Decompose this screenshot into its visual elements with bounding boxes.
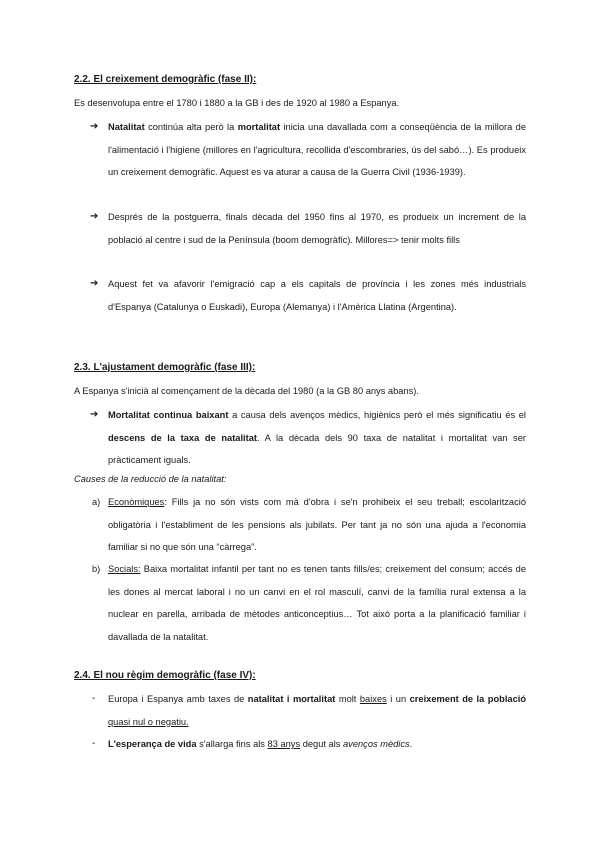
label-economiques: Econòmiques [108,497,165,507]
intro-2-2: Es desenvolupa entre el 1780 i 1880 a la GB i des de 1920 al 1980 a Espanya. [74,98,400,108]
dash-bullet: - [92,693,96,704]
bullet-2-3-1: Mortalitat continua baixant a causa dels avenços mèdics, higiènics però el més significatiu és el descens de la taxa de natalitat. A la dècada dels 90 taxa de natalitat i mortalitat van ser pràcticament iguals. [108,410,526,465]
arrow-bullet-icon: ➔ [90,409,99,420]
bullet-2-4-2: L'esperança de vida s'allarga fins als 83 anys degut als avenços mèdics. [108,739,413,749]
bullet-2-4-1: Europa i Espanya amb taxes de natalitat i mortalitat molt baixes i un creixement de la població quasi nul o negatiu. [108,694,527,727]
list-marker-b: b) [92,564,101,574]
arrow-bullet-icon: ➔ [90,121,99,132]
arrow-bullet-icon: ➔ [90,211,99,222]
term-mortalitat: mortalitat [237,122,281,132]
term-descens-natalitat: descens de la taxa de natalitat [108,432,257,443]
intro-2-3: A Espanya s'inicià al començament de la dècada del 1980 (a la GB 80 anys abans). [74,386,419,396]
term-natalitat: Natalitat [108,122,145,132]
dash-bullet: - [92,738,96,749]
causes-title: Causes de la reducció de la natalitat: [74,474,227,484]
term-mortalitat-baixant: Mortalitat continua baixant [108,410,229,420]
bullet-2-2-2: Després de la postguerra, finals dècada del 1950 fins al 1970, es produeix un increment de la població al centre i sud de la Península (boom demogràfic). Millores=> tenir molts fills [108,212,526,245]
heading-2-2: 2.2. El creixement demogràfic (fase II): [74,74,257,85]
cause-socials: Socials: Baixa mortalitat infantil per tant no es tenen tants fills/es; creixement del consum; accés de les dones al mercat laboral i no un canvi en el rol masculí, canvi de la família rural extensa a la nuclear en parella, arribada de mètodes anticonceptius… Tot això porta a la planificació familiar i davallada de la natalitat. [108,564,526,642]
bullet-2-2-1: Natalitat continúa alta però la mortalitat inicia una davallada com a conseqüència de la millora de l'alimentació i l'higiene (millores en l'agricultura, recollida d'escombraries, ús del sabó…). Es produeix un creixement demogràfic. Aquest es va aturar a causa de la Guerra Civil (1936-1939). [108,122,527,177]
label-socials: Socials: [108,564,141,574]
heading-2-3: 2.3. L'ajustament demogràfic (fase III): [74,362,256,373]
bullet-2-2-3: Aquest fet va afavorir l'emigració cap a els capitals de província i les zones més industrials d'Espanya (Catalunya o Euskadi), Europa (Alemanya) i l'Amèrica Llatina (Argentina). [108,279,526,312]
heading-2-4: 2.4. El nou règim demogràfic (fase IV): [74,670,256,681]
arrow-bullet-icon: ➔ [90,278,99,289]
cause-economiques: Econòmiques: Fills ja no són vists com mà d'obra i se'n prohibeix el seu treball; escolarització obligatòria i l'establiment de les pensions als jubilats. Per tant ja no són una ajuda a l'economia familiar si no que són una “càrrega”. [108,497,526,552]
list-marker-a: a) [92,497,101,507]
